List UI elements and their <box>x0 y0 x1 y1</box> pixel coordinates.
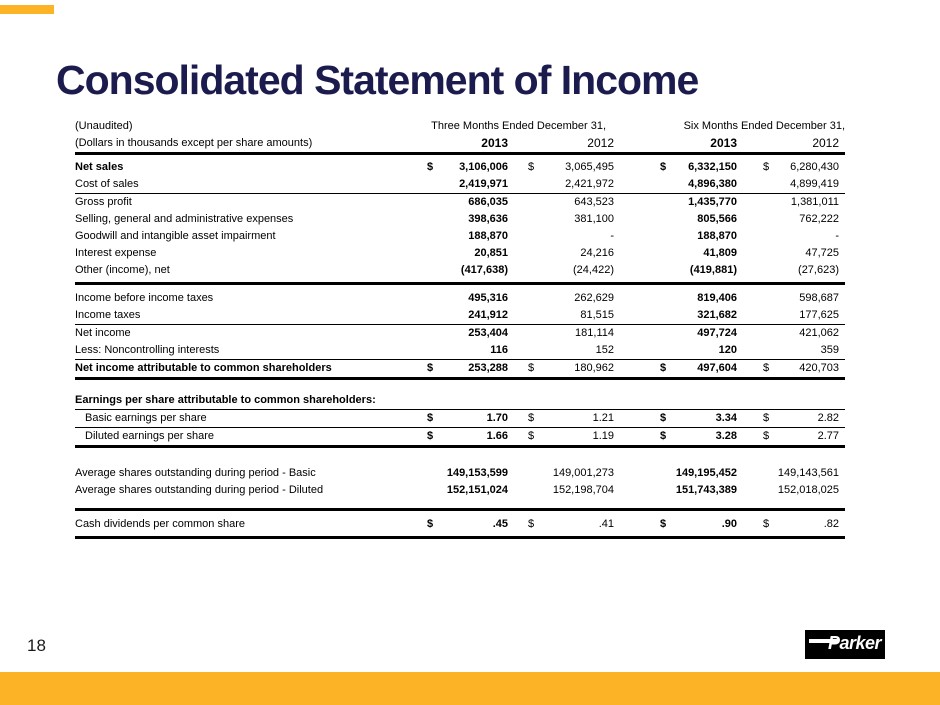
value-cell <box>614 262 737 284</box>
table-row <box>75 342 845 360</box>
value-cell <box>510 211 614 228</box>
table-row <box>75 245 845 262</box>
cell-value: - <box>610 230 614 242</box>
table-row <box>75 154 845 177</box>
currency-symbol: $ <box>528 362 535 374</box>
currency-symbol: $ <box>427 430 434 442</box>
value-cell <box>737 410 845 428</box>
cell-value: 2,421,972 <box>565 178 614 190</box>
table-row <box>75 228 845 245</box>
parker-logo-text: Parker <box>827 633 881 653</box>
cell-value: 497,604 <box>697 362 737 374</box>
value-cell <box>415 325 510 343</box>
value-cell <box>737 307 845 325</box>
value-cell <box>614 460 737 482</box>
value-cell <box>737 154 845 177</box>
value-cell <box>614 325 737 343</box>
currency-symbol: $ <box>660 362 667 374</box>
value-cell <box>737 228 845 245</box>
currency-symbol: $ <box>427 412 434 424</box>
row-label: Cash dividends per common share <box>75 510 415 538</box>
value-cell <box>415 228 510 245</box>
year-header: 2012 <box>510 135 614 154</box>
dollars-note: (Dollars in thousands except per share amounts) <box>75 135 415 154</box>
table-gap-row <box>75 379 845 393</box>
row-label: Average shares outstanding during period - Basic <box>75 467 316 479</box>
cell-value: 241,912 <box>468 309 508 321</box>
cell-value: 149,153,599 <box>446 467 508 479</box>
value-cell <box>510 154 614 177</box>
row-label: Average shares outstanding during period - Diluted <box>75 484 324 496</box>
value-cell <box>614 410 737 428</box>
value-cell <box>510 325 614 343</box>
cell-value: 180,962 <box>574 362 614 374</box>
currency-symbol: $ <box>763 412 770 424</box>
row-label: Net income <box>75 327 131 339</box>
cell-value: (27,623) <box>798 264 840 276</box>
cell-value: .90 <box>721 518 737 530</box>
cell-value: 321,682 <box>697 309 737 321</box>
cell-value: 262,629 <box>574 292 614 304</box>
value-cell <box>737 510 845 538</box>
col-group-three-months: Three Months Ended December 31, <box>431 120 606 132</box>
table-gap-row <box>75 499 845 510</box>
cell-value: 47,725 <box>805 247 840 259</box>
row-label: Net income attributable to common shareholders <box>75 360 415 379</box>
cell-value: 151,743,389 <box>675 484 737 496</box>
row-label: Basic earnings per share <box>75 410 415 428</box>
cell-value: 188,870 <box>468 230 508 242</box>
value-cell <box>510 460 614 482</box>
currency-symbol: $ <box>763 362 770 374</box>
currency-symbol: $ <box>528 430 535 442</box>
value-cell <box>415 307 510 325</box>
value-cell <box>614 211 737 228</box>
value-cell <box>737 460 845 482</box>
row-label: Gross profit <box>75 196 132 208</box>
value-cell <box>614 154 737 177</box>
currency-symbol: $ <box>763 518 770 530</box>
value-cell <box>415 342 510 360</box>
bottom-accent-bar <box>0 672 940 705</box>
currency-symbol: $ <box>660 430 667 442</box>
cell-value: 420,703 <box>799 362 840 374</box>
currency-symbol: $ <box>427 161 434 173</box>
cell-value: .45 <box>492 518 508 530</box>
value-cell <box>510 262 614 284</box>
gap-cell <box>75 499 845 510</box>
cell-value: 81,515 <box>580 309 614 321</box>
value-cell <box>415 245 510 262</box>
currency-symbol: $ <box>763 161 770 173</box>
value-cell <box>510 342 614 360</box>
value-cell <box>737 342 845 360</box>
value-cell <box>415 194 510 212</box>
row-label: Goodwill and intangible asset impairment <box>75 230 276 242</box>
table-row <box>75 510 845 538</box>
table-row <box>75 284 845 308</box>
cell-value: 41,809 <box>703 247 737 259</box>
table-row <box>75 460 845 482</box>
table-row <box>75 262 845 284</box>
value-cell <box>614 284 737 308</box>
row-label: Cost of sales <box>75 176 415 194</box>
cell-value: 152,018,025 <box>777 484 840 496</box>
value-cell <box>614 428 737 447</box>
value-cell <box>415 482 510 499</box>
currency-symbol: $ <box>660 161 667 173</box>
cell-value: 116 <box>490 344 508 356</box>
value-cell <box>614 360 737 379</box>
parker-logo <box>805 630 885 659</box>
cell-value: 2,419,971 <box>459 178 508 190</box>
value-cell <box>614 194 737 212</box>
value-cell <box>737 392 845 410</box>
value-cell <box>510 360 614 379</box>
page-number: 18 <box>27 636 46 655</box>
value-cell <box>510 482 614 499</box>
cell-value: 2.77 <box>817 430 840 442</box>
value-cell <box>510 194 614 212</box>
cell-value: 253,404 <box>468 327 508 339</box>
value-cell <box>415 284 510 308</box>
row-label: Interest expense <box>75 247 157 259</box>
unaudited-note: (Unaudited) <box>75 120 133 132</box>
value-cell <box>415 176 510 194</box>
row-label: Less: Noncontrolling interests <box>75 342 415 360</box>
value-cell <box>415 392 510 410</box>
cell-value: 381,100 <box>574 213 614 225</box>
row-label: Earnings per share attributable to common shareholders: <box>75 392 415 410</box>
cell-value: 6,332,150 <box>688 161 737 173</box>
cell-value: 1.21 <box>592 412 614 424</box>
currency-symbol: $ <box>660 518 667 530</box>
cell-value: 643,523 <box>574 196 614 208</box>
cell-value: 819,406 <box>697 292 737 304</box>
row-label: Selling, general and administrative expenses <box>75 213 294 225</box>
row-label: Net sales <box>75 161 124 173</box>
value-cell <box>510 228 614 245</box>
value-cell <box>614 176 737 194</box>
cell-value: 149,143,561 <box>777 467 840 479</box>
cell-value: (417,638) <box>460 264 508 276</box>
value-cell <box>510 410 614 428</box>
value-cell <box>737 194 845 212</box>
cell-value: 497,724 <box>697 327 737 339</box>
cell-value: .41 <box>598 518 614 530</box>
cell-value: 20,851 <box>474 247 508 259</box>
table-row <box>75 325 845 343</box>
value-cell <box>415 154 510 177</box>
value-cell <box>614 392 737 410</box>
value-cell <box>415 460 510 482</box>
table-header-years <box>75 135 845 154</box>
currency-symbol: $ <box>427 518 434 530</box>
value-cell <box>614 228 737 245</box>
cell-value: 398,636 <box>468 213 508 225</box>
table-row <box>75 211 845 228</box>
value-cell <box>415 410 510 428</box>
cell-value: 181,114 <box>575 327 614 339</box>
value-cell <box>614 482 737 499</box>
table-row <box>75 482 845 499</box>
cell-value: 152,151,024 <box>446 484 508 496</box>
gap-cell <box>75 447 845 461</box>
cell-value: 120 <box>718 344 737 356</box>
value-cell <box>737 482 845 499</box>
cell-value: 2.82 <box>817 412 840 424</box>
value-cell <box>737 211 845 228</box>
cell-value: (419,881) <box>689 264 737 276</box>
value-cell <box>510 245 614 262</box>
table-row <box>75 428 845 447</box>
cell-value: 152 <box>595 344 614 356</box>
year-header: 2012 <box>737 135 845 154</box>
cell-value: 686,035 <box>468 196 508 208</box>
cell-value: 495,316 <box>468 292 508 304</box>
cell-value: 359 <box>820 344 840 356</box>
value-cell <box>737 262 845 284</box>
row-label: Diluted earnings per share <box>75 428 415 447</box>
currency-symbol: $ <box>528 518 535 530</box>
value-cell <box>415 360 510 379</box>
value-cell <box>737 325 845 343</box>
cell-value: 177,625 <box>799 309 840 321</box>
value-cell <box>510 284 614 308</box>
year-header: 2013 <box>614 135 737 154</box>
cell-value: 253,288 <box>468 362 508 374</box>
table-row <box>75 194 845 212</box>
cell-value: 3.28 <box>715 430 737 442</box>
cell-value: 24,216 <box>580 247 614 259</box>
value-cell <box>614 342 737 360</box>
cell-value: 1,435,770 <box>688 196 737 208</box>
year-header: 2013 <box>415 135 510 154</box>
cell-value: 4,899,419 <box>790 178 840 190</box>
value-cell <box>415 211 510 228</box>
cell-value: 6,280,430 <box>790 161 840 173</box>
table-header-groups <box>75 118 845 135</box>
cell-value: 4,896,380 <box>688 178 737 190</box>
col-group-six-months: Six Months Ended December 31, <box>683 120 846 132</box>
cell-value: 152,198,704 <box>552 484 614 496</box>
top-accent-bar <box>0 5 54 14</box>
value-cell <box>415 428 510 447</box>
table-body <box>75 154 845 538</box>
value-cell <box>614 245 737 262</box>
cell-value: 598,687 <box>799 292 840 304</box>
value-cell <box>737 284 845 308</box>
cell-value: 1.70 <box>486 412 508 424</box>
value-cell <box>415 510 510 538</box>
table-row <box>75 176 845 194</box>
cell-value: 149,195,452 <box>675 467 737 479</box>
row-label: Other (income), net <box>75 262 415 284</box>
table-row <box>75 307 845 325</box>
income-statement-table <box>75 118 845 539</box>
value-cell <box>510 176 614 194</box>
value-cell <box>510 428 614 447</box>
currency-symbol: $ <box>528 412 535 424</box>
table-gap-row <box>75 447 845 461</box>
cell-value: 762,222 <box>799 213 840 225</box>
table-row <box>75 410 845 428</box>
page-title: Consolidated Statement of Income <box>56 57 699 104</box>
value-cell <box>614 307 737 325</box>
cell-value: 1.19 <box>592 430 614 442</box>
cell-value: - <box>835 230 840 242</box>
currency-symbol: $ <box>427 362 434 374</box>
cell-value: 421,062 <box>799 327 840 339</box>
cell-value: (24,422) <box>573 264 614 276</box>
cell-value: 149,001,273 <box>552 467 614 479</box>
cell-value: 805,566 <box>697 213 737 225</box>
cell-value: 1,381,011 <box>790 196 840 208</box>
currency-symbol: $ <box>660 412 667 424</box>
value-cell <box>737 360 845 379</box>
value-cell <box>510 392 614 410</box>
cell-value: .82 <box>823 518 840 530</box>
currency-symbol: $ <box>528 161 535 173</box>
gap-cell <box>75 379 845 393</box>
row-label: Income before income taxes <box>75 292 214 304</box>
value-cell <box>737 428 845 447</box>
value-cell <box>510 510 614 538</box>
currency-symbol: $ <box>763 430 770 442</box>
cell-value: 1.66 <box>486 430 508 442</box>
value-cell <box>614 510 737 538</box>
cell-value: 188,870 <box>697 230 737 242</box>
table-row <box>75 360 845 379</box>
cell-value: 3,065,495 <box>565 161 614 173</box>
value-cell <box>737 245 845 262</box>
value-cell <box>415 262 510 284</box>
value-cell <box>737 176 845 194</box>
cell-value: 3.34 <box>715 412 737 424</box>
cell-value: 3,106,006 <box>459 161 508 173</box>
value-cell <box>510 307 614 325</box>
table-row <box>75 392 845 410</box>
row-label: Income taxes <box>75 307 415 325</box>
